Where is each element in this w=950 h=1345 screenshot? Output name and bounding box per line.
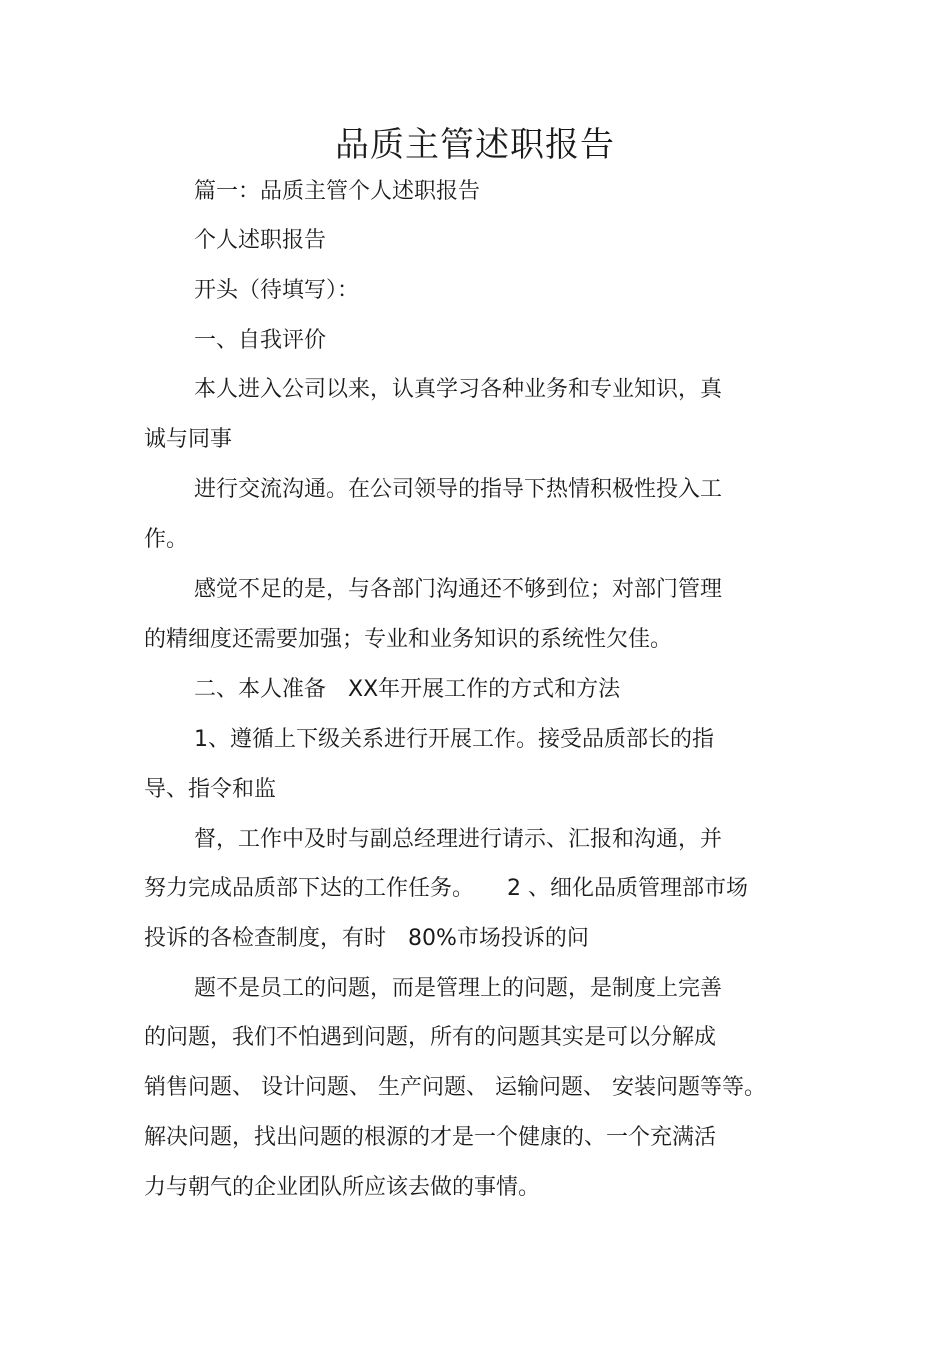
- paragraph-line: 感觉不足的是，与各部门沟通还不够到位；对部门管理: [194, 577, 723, 602]
- paragraph-line: 进行交流沟通。在公司领导的指导下热情积极性投入工: [194, 477, 723, 502]
- paragraph-line: 解决问题，找出问题的根源的才是一个健康的、一个充满活: [144, 1125, 717, 1150]
- paragraph-line: 一、自我评价: [194, 328, 327, 353]
- paragraph-line: 二、本人准备 XX年开展工作的方式和方法: [194, 677, 621, 702]
- paragraph-line: 本人进入公司以来，认真学习各种业务和专业知识，真: [194, 377, 723, 402]
- paragraph-line: 力与朝气的企业团队所应该去做的事情。: [144, 1175, 541, 1200]
- paragraph-line: 开头（待填写）：: [194, 278, 360, 303]
- paragraph-line: 1、遵循上下级关系进行开展工作。接受品质部长的指: [194, 727, 714, 752]
- paragraph-line: 的问题，我们不怕遇到问题，所有的问题其实是可以分解成: [144, 1025, 717, 1050]
- paragraph-line: 个人述职报告: [194, 228, 327, 253]
- paragraph-line: 投诉的各检查制度，有时 80%市场投诉的问: [144, 926, 589, 951]
- document-title: 品质主管述职报告: [335, 125, 615, 165]
- paragraph-line: 督，工作中及时与副总经理进行请示、汇报和沟通，并: [194, 827, 723, 852]
- paragraph-line: 导、指令和监: [144, 777, 277, 802]
- paragraph-line: 努力完成品质部下达的工作任务。 2 、细化品质管理部市场: [144, 876, 748, 901]
- paragraph-line: 作。: [144, 527, 189, 552]
- paragraph-line: 的精细度还需要加强；专业和业务知识的系统性欠佳。: [144, 627, 673, 652]
- paragraph-line: 题不是员工的问题，而是管理上的问题，是制度上完善: [194, 976, 723, 1001]
- paragraph-line: 篇一：品质主管个人述职报告: [194, 179, 481, 204]
- paragraph-line: 销售问题、 设计问题、 生产问题、 运输问题、 安装问题等等。: [144, 1075, 766, 1100]
- paragraph-line: 诚与同事: [144, 427, 233, 452]
